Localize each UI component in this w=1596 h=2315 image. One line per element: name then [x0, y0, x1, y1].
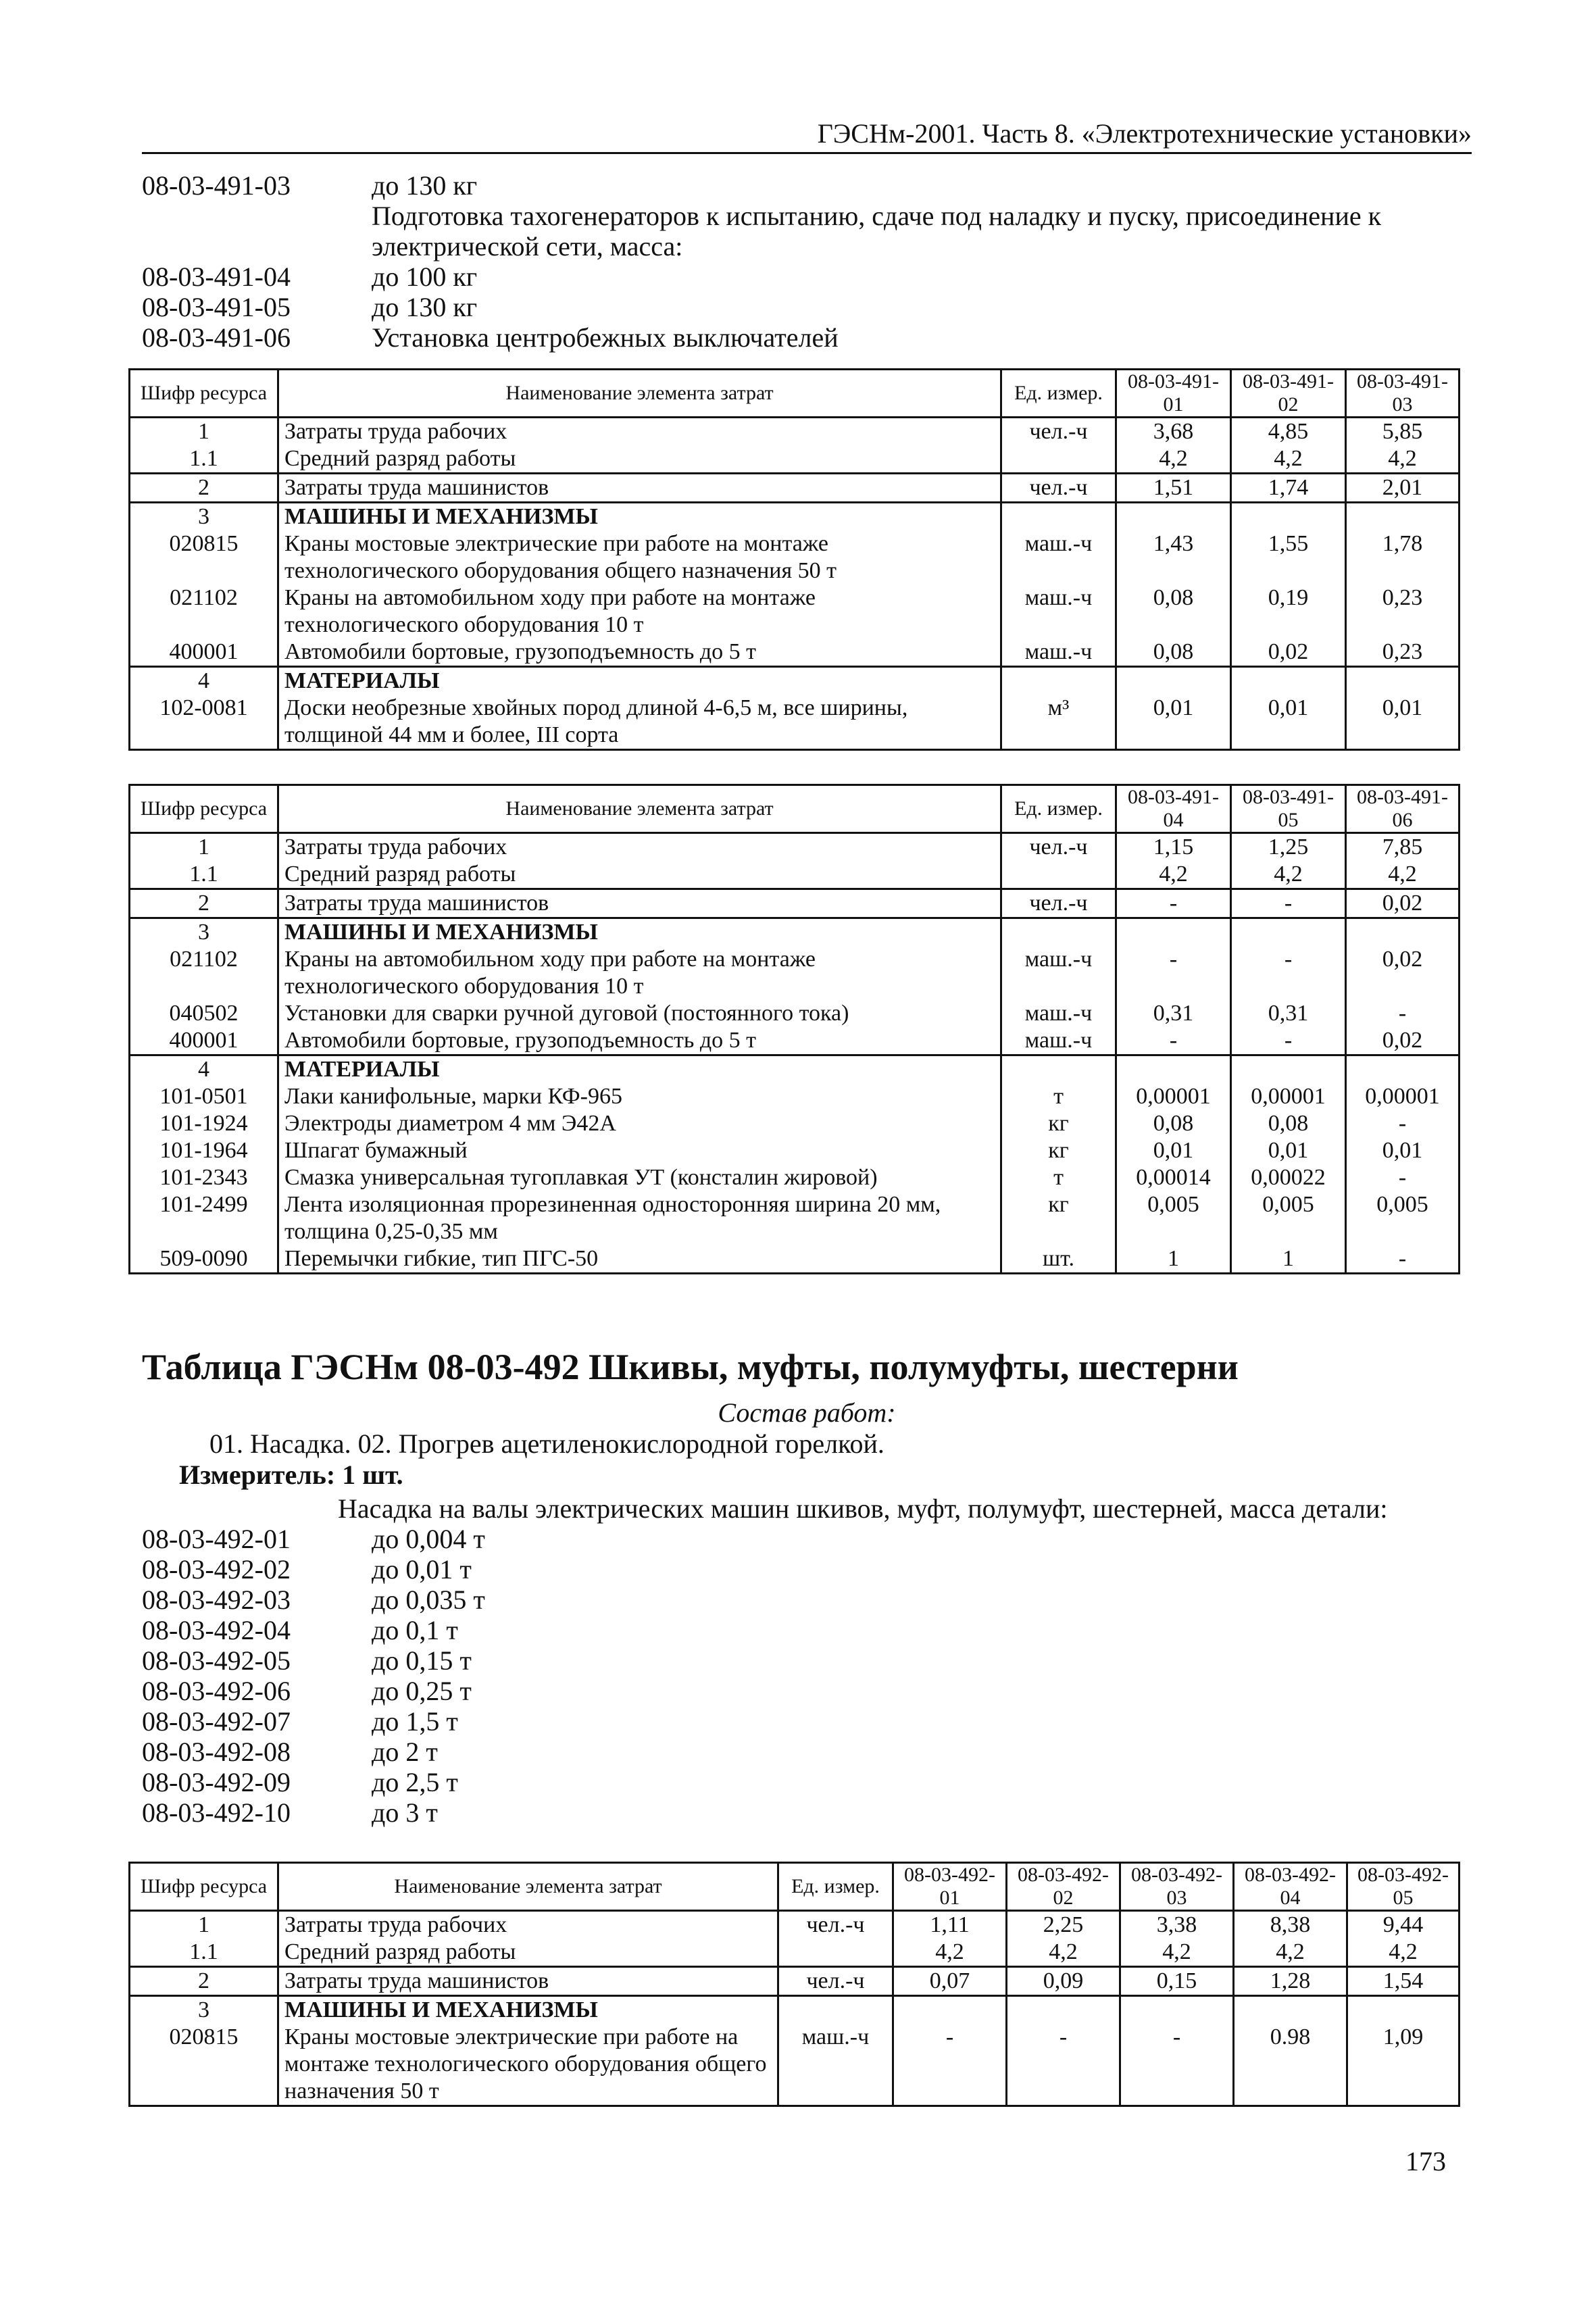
unit: м³ — [1001, 695, 1116, 750]
cost-item-name: Затраты труда рабочих — [278, 418, 1001, 446]
norm-value: - — [1346, 1245, 1460, 1274]
unit: т — [1001, 1083, 1116, 1110]
norm-value: 0,00001 — [1116, 1083, 1231, 1110]
code-row — [142, 170, 1472, 201]
unit: маш.-ч — [1001, 1000, 1116, 1027]
cost-item-name: Затраты труда машинистов — [278, 474, 1001, 503]
header-unit: Ед. измер. — [1001, 785, 1116, 833]
norm-value: 0,08 — [1116, 584, 1231, 639]
code-text: до 2,5 т — [372, 1767, 458, 1797]
table-row — [130, 1055, 1460, 1084]
norm-value: 1,74 — [1231, 474, 1346, 503]
header-name: Наименование элемента затрат — [278, 1863, 778, 1911]
norm-value: - — [1007, 2024, 1120, 2106]
meter-label: Измеритель: 1 шт. — [179, 1460, 403, 1490]
norm-value: 1,28 — [1234, 1967, 1347, 1996]
code-number: 08-03-491-05 — [142, 292, 291, 322]
norm-value — [1007, 1996, 1120, 2024]
norm-value: 0,23 — [1346, 584, 1460, 639]
table-row — [130, 1996, 1460, 2024]
norm-value — [1346, 667, 1460, 695]
unit: чел.-ч — [778, 1967, 893, 1996]
code-text: до 130 кг — [372, 170, 478, 201]
unit — [1001, 1055, 1116, 1084]
norm-value: - — [1346, 1164, 1460, 1191]
code-number: 08-03-491-04 — [142, 262, 291, 292]
norm-value: - — [1231, 889, 1346, 918]
cost-item-name: Затраты труда рабочих — [278, 833, 1001, 862]
norm-value: 0,00001 — [1231, 1083, 1346, 1110]
code-row — [142, 262, 1472, 292]
code-row — [142, 1585, 1472, 1615]
unit — [1001, 861, 1116, 889]
norm-value: 4,2 — [1120, 1939, 1234, 1967]
running-header: ГЭСНм-2001. Часть 8. «Электротехнические установки» — [817, 118, 1472, 149]
header-norm-code: 08-03-492-02 — [1007, 1863, 1120, 1911]
code-number: 08-03-492-03 — [142, 1585, 291, 1615]
norm-value: - — [1231, 946, 1346, 1000]
code-number: 08-03-492-09 — [142, 1767, 291, 1797]
cost-item-name: Установки для сварки ручной дуговой (постоянного тока) — [278, 1000, 1001, 1027]
composition-title: Состав работ: — [718, 1397, 896, 1428]
code-text: до 1,5 т — [372, 1706, 458, 1737]
unit: чел.-ч — [778, 1911, 893, 1939]
header-unit: Ед. измер. — [1001, 370, 1116, 418]
code-text: до 2 т — [372, 1737, 438, 1767]
resource-code: 101-2499 — [130, 1191, 278, 1245]
norm-value: 0,005 — [1231, 1191, 1346, 1245]
norm-value — [1346, 1055, 1460, 1084]
norm-value: 0,09 — [1007, 1967, 1120, 1996]
norm-value: 1,54 — [1347, 1967, 1460, 1996]
table-row — [130, 1164, 1460, 1191]
unit: маш.-ч — [1001, 639, 1116, 667]
header-norm-code: 08-03-491-02 — [1231, 370, 1346, 418]
table-row — [130, 503, 1460, 531]
resource-code: 1 — [130, 833, 278, 862]
resource-code: 2 — [130, 474, 278, 503]
code-text: до 0,1 т — [372, 1615, 458, 1645]
norm-value: 0,01 — [1116, 695, 1231, 750]
norm-value: 0,08 — [1116, 639, 1231, 667]
code-row — [142, 1615, 1472, 1645]
unit: кг — [1001, 1137, 1116, 1164]
unit: кг — [1001, 1191, 1116, 1245]
code-number: 08-03-492-05 — [142, 1645, 291, 1676]
norm-value: 2,25 — [1007, 1911, 1120, 1939]
resource-code: 1.1 — [130, 1939, 278, 1967]
table-row — [130, 1000, 1460, 1027]
cost-item-name: Затраты труда машинистов — [278, 1967, 778, 1996]
table-row — [130, 1911, 1460, 1939]
norm-value — [1234, 1996, 1347, 2024]
code-row — [142, 292, 1472, 322]
norm-value: 0,31 — [1231, 1000, 1346, 1027]
code-row — [142, 1797, 1472, 1828]
resource-code: 1 — [130, 1911, 278, 1939]
norm-value — [1231, 667, 1346, 695]
resource-code: 3 — [130, 918, 278, 947]
norm-value: 0,15 — [1120, 1967, 1234, 1996]
norm-value: 2,01 — [1346, 474, 1460, 503]
header-code: Шифр ресурса — [130, 785, 278, 833]
norm-value: 4,2 — [1234, 1939, 1347, 1967]
norm-value: - — [1120, 2024, 1234, 2106]
code-text: Установка центробежных выключателей — [372, 322, 839, 353]
header-norm-code: 08-03-492-03 — [1120, 1863, 1234, 1911]
code-row — [142, 1737, 1472, 1767]
cost-item-name: Электроды диаметром 4 мм Э42А — [278, 1110, 1001, 1137]
code-text: до 100 кг — [372, 262, 478, 292]
norm-value: 4,2 — [1231, 445, 1346, 474]
norm-value — [1116, 1055, 1231, 1084]
resource-code: 101-1964 — [130, 1137, 278, 1164]
code-row — [142, 201, 1472, 262]
code-text: Подготовка тахогенераторов к испытанию, сдаче под наладку и пуску, присоединение к электрической сети, масса: — [372, 201, 1382, 262]
code-text: до 0,035 т — [372, 1585, 485, 1615]
table-row — [130, 1967, 1460, 1996]
norm-value — [1231, 503, 1346, 531]
norm-value: 7,85 — [1346, 833, 1460, 862]
cost-item-name: Затраты труда рабочих — [278, 1911, 778, 1939]
section-label: МАТЕРИАЛЫ — [278, 1055, 1001, 1084]
norm-value — [893, 1996, 1007, 2024]
resource-code: 021102 — [130, 584, 278, 639]
norm-value: 9,44 — [1347, 1911, 1460, 1939]
resource-code: 2 — [130, 1967, 278, 1996]
code-number — [142, 201, 345, 262]
norm-value — [1116, 503, 1231, 531]
norm-value: - — [1116, 1027, 1231, 1055]
norm-value: 1,11 — [893, 1911, 1007, 1939]
cost-item-name: Лаки канифольные, марки КФ-965 — [278, 1083, 1001, 1110]
norm-value: - — [1116, 946, 1231, 1000]
resource-code: 4 — [130, 667, 278, 695]
unit — [1001, 667, 1116, 695]
cost-item-name: Автомобили бортовые, грузоподъемность до 5 т — [278, 1027, 1001, 1055]
resource-code: 1.1 — [130, 445, 278, 474]
norm-value: 0,005 — [1346, 1191, 1460, 1245]
code-number: 08-03-492-04 — [142, 1615, 291, 1645]
norm-value: 1 — [1116, 1245, 1231, 1274]
table-row — [130, 833, 1460, 862]
header-norm-code: 08-03-491-03 — [1346, 370, 1460, 418]
resource-code: 020815 — [130, 530, 278, 584]
norm-value: 0,07 — [893, 1967, 1007, 1996]
norm-value — [1116, 667, 1231, 695]
section-label: МАШИНЫ И МЕХАНИЗМЫ — [278, 918, 1001, 947]
norm-value — [1116, 918, 1231, 947]
table-row — [130, 946, 1460, 1000]
table-row — [130, 445, 1460, 474]
norm-value: 0,02 — [1346, 889, 1460, 918]
table-row — [130, 667, 1460, 695]
norm-value — [1346, 918, 1460, 947]
table-row — [130, 584, 1460, 639]
header-norm-code: 08-03-491-04 — [1116, 785, 1231, 833]
code-row — [142, 1706, 1472, 1737]
resource-code: 3 — [130, 1996, 278, 2024]
norm-value: 0,01 — [1231, 1137, 1346, 1164]
norm-value: 1,09 — [1347, 2024, 1460, 2106]
unit: маш.-ч — [1001, 530, 1116, 584]
header-norm-code: 08-03-491-06 — [1346, 785, 1460, 833]
cost-item-name: Перемычки гибкие, тип ПГС-50 — [278, 1245, 1001, 1274]
header-name: Наименование элемента затрат — [278, 370, 1001, 418]
norm-value: 0,01 — [1231, 695, 1346, 750]
norm-value: 0,005 — [1116, 1191, 1231, 1245]
norm-value — [1120, 1996, 1234, 2024]
code-row — [142, 1767, 1472, 1797]
norm-value: 1,43 — [1116, 530, 1231, 584]
table-row — [130, 695, 1460, 750]
norm-value: 0,01 — [1346, 695, 1460, 750]
section-title: Таблица ГЭСНм 08-03-492 Шкивы, муфты, полумуфты, шестерни — [142, 1347, 1239, 1387]
header-norm-code: 08-03-491-01 — [1116, 370, 1231, 418]
table-row — [130, 1083, 1460, 1110]
resource-code: 101-1924 — [130, 1110, 278, 1137]
norm-value: 1,55 — [1231, 530, 1346, 584]
resource-code: 020815 — [130, 2024, 278, 2106]
page-number: 173 — [1405, 2146, 1446, 2176]
norm-value: 1,78 — [1346, 530, 1460, 584]
code-number: 08-03-492-10 — [142, 1797, 291, 1828]
section-label: МАШИНЫ И МЕХАНИЗМЫ — [278, 503, 1001, 531]
cost-item-name: Средний разряд работы — [278, 445, 1001, 474]
code-row — [142, 1645, 1472, 1676]
table-row — [130, 418, 1460, 446]
resource-code: 2 — [130, 889, 278, 918]
resource-code: 400001 — [130, 639, 278, 667]
norm-value: 8,38 — [1234, 1911, 1347, 1939]
resource-table-491-01-03 — [128, 368, 1460, 751]
norm-value: 0,01 — [1346, 1137, 1460, 1164]
table-row — [130, 474, 1460, 503]
norm-value: 4,85 — [1231, 418, 1346, 446]
norm-value: 0,08 — [1116, 1110, 1231, 1137]
norm-value: 0,31 — [1116, 1000, 1231, 1027]
code-text: до 0,15 т — [372, 1645, 472, 1676]
header-norm-code: 08-03-492-04 — [1234, 1863, 1347, 1911]
unit — [1001, 445, 1116, 474]
norm-value: 1 — [1231, 1245, 1346, 1274]
resource-code: 040502 — [130, 1000, 278, 1027]
code-number: 08-03-492-06 — [142, 1676, 291, 1706]
resource-table-492-01-05 — [128, 1862, 1460, 2107]
section-label: МАШИНЫ И МЕХАНИЗМЫ — [278, 1996, 778, 2024]
code-row — [142, 1676, 1472, 1706]
cost-item-name: Автомобили бортовые, грузоподъемность до 5 т — [278, 639, 1001, 667]
unit — [778, 1939, 893, 1967]
unit: маш.-ч — [1001, 946, 1116, 1000]
resource-code: 400001 — [130, 1027, 278, 1055]
table-row — [130, 2024, 1460, 2106]
code-row — [142, 1554, 1472, 1585]
norm-value: 4,2 — [1346, 445, 1460, 474]
norm-value: 0,08 — [1231, 1110, 1346, 1137]
norm-value: 3,38 — [1120, 1911, 1234, 1939]
intro-code-list — [142, 170, 1472, 353]
code-text: до 3 т — [372, 1797, 438, 1828]
norm-value: 4,2 — [1346, 861, 1460, 889]
norm-value: 1,15 — [1116, 833, 1231, 862]
unit: шт. — [1001, 1245, 1116, 1274]
norm-value: 0,01 — [1116, 1137, 1231, 1164]
unit: маш.-ч — [778, 2024, 893, 2106]
code-text: до 0,25 т — [372, 1676, 472, 1706]
norm-value — [1346, 503, 1460, 531]
table-row — [130, 1137, 1460, 1164]
resource-code: 509-0090 — [130, 1245, 278, 1274]
resource-code: 102-0081 — [130, 695, 278, 750]
code-text: до 0,004 т — [372, 1524, 485, 1554]
cost-item-name: Смазка универсальная тугоплавкая УТ (консталин жировой) — [278, 1164, 1001, 1191]
norm-value: 0,00014 — [1116, 1164, 1231, 1191]
norm-value — [1231, 1055, 1346, 1084]
norm-value: 3,68 — [1116, 418, 1231, 446]
unit: маш.-ч — [1001, 584, 1116, 639]
norm-value: 4,2 — [1007, 1939, 1120, 1967]
norm-value: 1,25 — [1231, 833, 1346, 862]
resource-code: 101-2343 — [130, 1164, 278, 1191]
code-list-intro: Насадка на валы электрических машин шкивов, муфт, полумуфт, шестерней, масса детали: — [338, 1493, 1388, 1524]
norm-value: 0,23 — [1346, 639, 1460, 667]
table-row — [130, 1939, 1460, 1967]
table-row — [130, 1191, 1460, 1245]
norm-value: 5,85 — [1346, 418, 1460, 446]
composition-block — [142, 1397, 1472, 1491]
norm-value: 0,00001 — [1346, 1083, 1460, 1110]
unit — [1001, 503, 1116, 531]
code-text: до 130 кг — [372, 292, 478, 322]
code-number: 08-03-491-06 — [142, 322, 291, 353]
code-row — [142, 322, 1472, 353]
header-unit: Ед. измер. — [778, 1863, 893, 1911]
code-list-492 — [142, 1493, 1472, 1828]
table-row — [130, 1110, 1460, 1137]
cost-item-name: Средний разряд работы — [278, 861, 1001, 889]
norm-value: - — [1231, 1027, 1346, 1055]
table-row — [130, 1245, 1460, 1274]
norm-value: 0,02 — [1231, 639, 1346, 667]
cost-item-name: Краны мостовые электрические при работе на монтаже технологического оборудования общего назначения 50 т — [278, 530, 1001, 584]
table-row — [130, 918, 1460, 947]
unit: чел.-ч — [1001, 889, 1116, 918]
norm-value: - — [1116, 889, 1231, 918]
norm-value: 4,2 — [1347, 1939, 1460, 1967]
code-row — [142, 1524, 1472, 1554]
cost-item-name: Затраты труда машинистов — [278, 889, 1001, 918]
unit: маш.-ч — [1001, 1027, 1116, 1055]
header-norm-code: 08-03-491-05 — [1231, 785, 1346, 833]
resource-code: 4 — [130, 1055, 278, 1084]
table-row — [130, 889, 1460, 918]
norm-value: 0,02 — [1346, 1027, 1460, 1055]
code-number: 08-03-491-03 — [142, 170, 291, 201]
table-row — [130, 1027, 1460, 1055]
header-code: Шифр ресурса — [130, 370, 278, 418]
norm-value: 4,2 — [893, 1939, 1007, 1967]
norm-value: 0,02 — [1346, 946, 1460, 1000]
norm-value: - — [893, 2024, 1007, 2106]
resource-table-491-04-06 — [128, 784, 1460, 1274]
header-rule — [142, 152, 1472, 154]
unit — [1001, 918, 1116, 947]
norm-value: 0,00022 — [1231, 1164, 1346, 1191]
norm-value: 4,2 — [1116, 861, 1231, 889]
code-number: 08-03-492-07 — [142, 1706, 291, 1737]
unit: чел.-ч — [1001, 474, 1116, 503]
norm-value: 4,2 — [1116, 445, 1231, 474]
unit: т — [1001, 1164, 1116, 1191]
norm-value — [1347, 1996, 1460, 2024]
header-norm-code: 08-03-492-01 — [893, 1863, 1007, 1911]
header-name: Наименование элемента затрат — [278, 785, 1001, 833]
norm-value: 4,2 — [1231, 861, 1346, 889]
table-row — [130, 639, 1460, 667]
cost-item-name: Доски необрезные хвойных пород длиной 4-6,5 м, все ширины, толщиной 44 мм и более, III сорта — [278, 695, 1001, 750]
unit: чел.-ч — [1001, 833, 1116, 862]
cost-item-name: Лента изоляционная прорезиненная односторонняя ширина 20 мм, толщина 0,25-0,35 мм — [278, 1191, 1001, 1245]
header-code: Шифр ресурса — [130, 1863, 278, 1911]
cost-item-name: Шпагат бумажный — [278, 1137, 1001, 1164]
norm-value — [1231, 918, 1346, 947]
cost-item-name: Краны на автомобильном ходу при работе на монтаже технологического оборудования 10 т — [278, 946, 1001, 1000]
header-norm-code: 08-03-492-05 — [1347, 1863, 1460, 1911]
section-label: МАТЕРИАЛЫ — [278, 667, 1001, 695]
unit: чел.-ч — [1001, 418, 1116, 446]
cost-item-name: Краны мостовые электрические при работе на монтаже технологического оборудования общего назначения 50 т — [278, 2024, 778, 2106]
resource-code: 1 — [130, 418, 278, 446]
resource-code: 3 — [130, 503, 278, 531]
cost-item-name: Средний разряд работы — [278, 1939, 778, 1967]
table-row — [130, 530, 1460, 584]
unit: кг — [1001, 1110, 1116, 1137]
cost-item-name: Краны на автомобильном ходу при работе на монтаже технологического оборудования 10 т — [278, 584, 1001, 639]
table-row — [130, 861, 1460, 889]
norm-value: 1,51 — [1116, 474, 1231, 503]
norm-value: 0,19 — [1231, 584, 1346, 639]
resource-code: 021102 — [130, 946, 278, 1000]
resource-code: 1.1 — [130, 861, 278, 889]
code-text: до 0,01 т — [372, 1554, 472, 1585]
code-number: 08-03-492-02 — [142, 1554, 291, 1585]
composition-text: 01. Насадка. 02. Прогрев ацетиленокислородной горелкой. — [209, 1428, 884, 1459]
code-number: 08-03-492-01 — [142, 1524, 291, 1554]
code-number: 08-03-492-08 — [142, 1737, 291, 1767]
resource-code: 101-0501 — [130, 1083, 278, 1110]
norm-value: - — [1346, 1000, 1460, 1027]
unit — [778, 1996, 893, 2024]
norm-value: - — [1346, 1110, 1460, 1137]
norm-value: 0.98 — [1234, 2024, 1347, 2106]
